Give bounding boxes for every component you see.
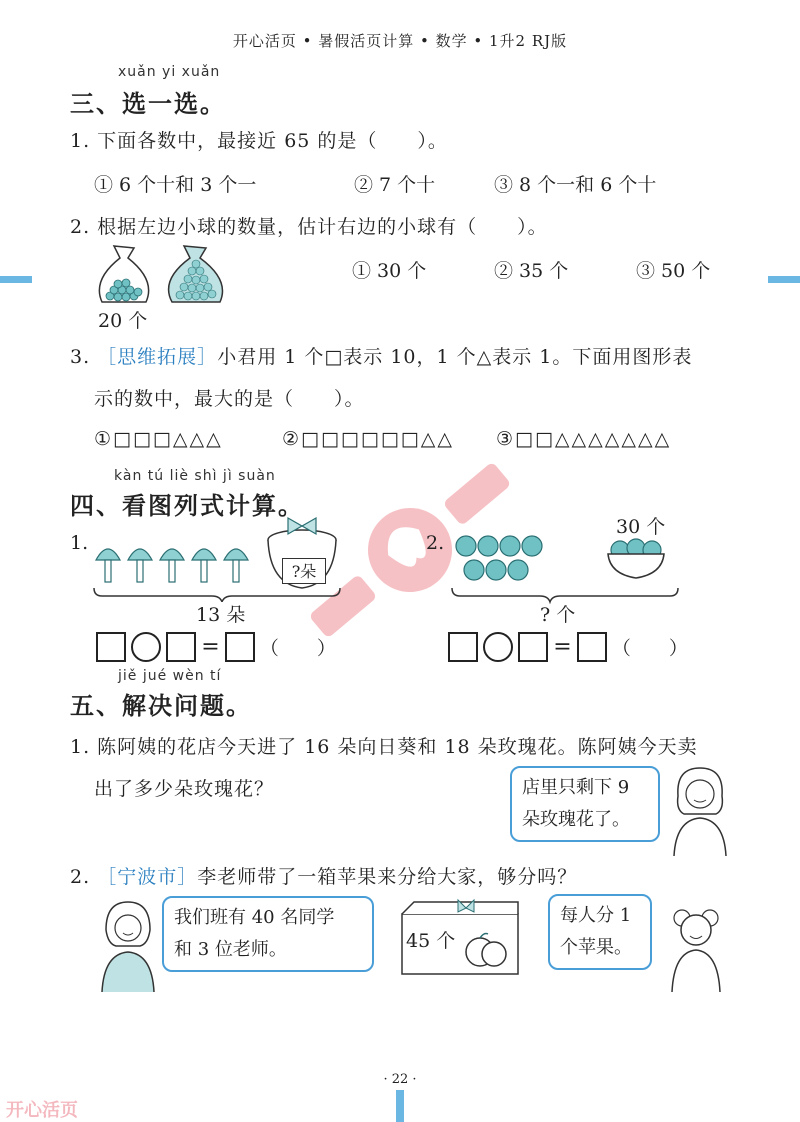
s5-q2-bubble-b-line2: 个苹果。 [560,937,632,958]
p2-blank-1[interactable] [448,632,478,662]
s5-q2-bubble-a-line1: 我们班有 40 名同学 [174,907,335,928]
p2-basket-label: 30 个 [616,516,666,538]
p1-blank-2[interactable] [166,632,196,662]
p1-number: 1. [70,532,89,554]
girl-figure [660,898,730,992]
page-header: 开心活页 • 暑假活页计算 • 数学 • 1升2 RJ版 [232,32,568,50]
section3-title: 三、选一选。 [70,90,226,118]
q3-tag: ［思维拓展］ [97,346,218,368]
section3-pinyin: xuǎn yi xuǎn [118,64,221,80]
q3-number: 3. [70,346,98,368]
p2-blank-2[interactable] [518,632,548,662]
s5-q2-text: 李老师带了一箱苹果来分给大家，够分吗？ [197,866,578,888]
footer-tab [396,1090,404,1122]
q3-text-line2: 示的数中，最大的是（ ）。 [94,388,365,410]
section4-pinyin: kàn tú liè shì jì suàn [114,468,276,484]
q1-text: 1. 下面各数中，最接近 65 的是（ ）。 [70,130,448,152]
p2-total: ? 个 [540,604,576,626]
s5-q1-speech-bubble [510,766,660,842]
mushroom-basket-picture [92,508,352,602]
p2-number: 2. [426,532,445,554]
right-edge-tab [768,276,800,283]
s5-q2-girl-bubble [548,894,652,970]
q2-option-2[interactable]: ② 35 个 [494,260,569,282]
p1-unit-paren[interactable]: （ ） [259,637,336,660]
s5-q2-tag: ［宁波市］ [97,866,198,888]
s5-q1-bubble-line1: 店里只剩下 9 [522,777,630,798]
p1-equation [96,632,336,662]
p2-equals: = [553,634,572,660]
s5-q2-number: 2. [70,866,91,888]
left-edge-tab [0,276,32,283]
s5-q2-box-label: 45 个 [406,930,456,952]
teacher-figure [92,896,164,992]
s5-q1-line2: 出了多少朵玫瑰花？ [94,778,275,800]
p1-basket-label: ?朵 [282,558,326,584]
p1-total: 13 朵 [196,604,246,626]
q3-text: 小君用 1 个□表示 10，1 个△表示 1。下面用图形表 [217,346,693,368]
s5-q2-teacher-bubble [162,896,374,972]
section5-pinyin: jiě jué wèn tí [118,668,222,684]
q2-option-1[interactable]: ① 30 个 [352,260,427,282]
ball-bags-picture [90,240,260,306]
p2-unit-paren[interactable]: （ ） [611,637,688,660]
q2-text: 2. 根据左边小球的数量，估计右边的小球有（ ）。 [70,216,548,238]
p1-equals: = [201,634,220,660]
s5-q2-bubble-b-line1: 每人分 1 [560,905,632,926]
p2-operator-blank[interactable] [483,632,513,662]
section5-title: 五、解决问题。 [70,692,252,720]
p1-operator-blank[interactable] [131,632,161,662]
p2-answer-blank[interactable] [577,632,607,662]
q1-option-3[interactable]: ③ 8 个一和 6 个十 [494,174,657,196]
page-number: · 22 · [383,1072,417,1087]
p1-answer-blank[interactable] [225,632,255,662]
q3-option-3[interactable]: ③□□△△△△△△△ [496,428,672,450]
q3-option-2[interactable]: ②□□□□□□△△ [282,428,454,450]
q2-bag-label: 20 个 [98,310,148,332]
q1-option-2[interactable]: ② 7 个十 [354,174,436,196]
section4-title: 四、看图列式计算。 [70,492,304,520]
footer-logo: 开心活页 [6,1100,78,1121]
q3-option-1[interactable]: ①□□□△△△ [94,428,223,450]
q2-option-3[interactable]: ③ 50 个 [636,260,711,282]
p1-blank-1[interactable] [96,632,126,662]
q1-option-1[interactable]: ① 6 个十和 3 个一 [94,174,257,196]
s5-q2-bubble-a-line2: 和 3 位老师。 [174,939,287,960]
woman-figure [664,760,734,856]
s5-q1-line1: 1. 陈阿姨的花店今天进了 16 朵向日葵和 18 朵玫瑰花。陈阿姨今天卖 [70,736,698,758]
s5-q1-bubble-line2: 朵玫瑰花了。 [522,809,630,830]
p2-equation [448,632,688,662]
